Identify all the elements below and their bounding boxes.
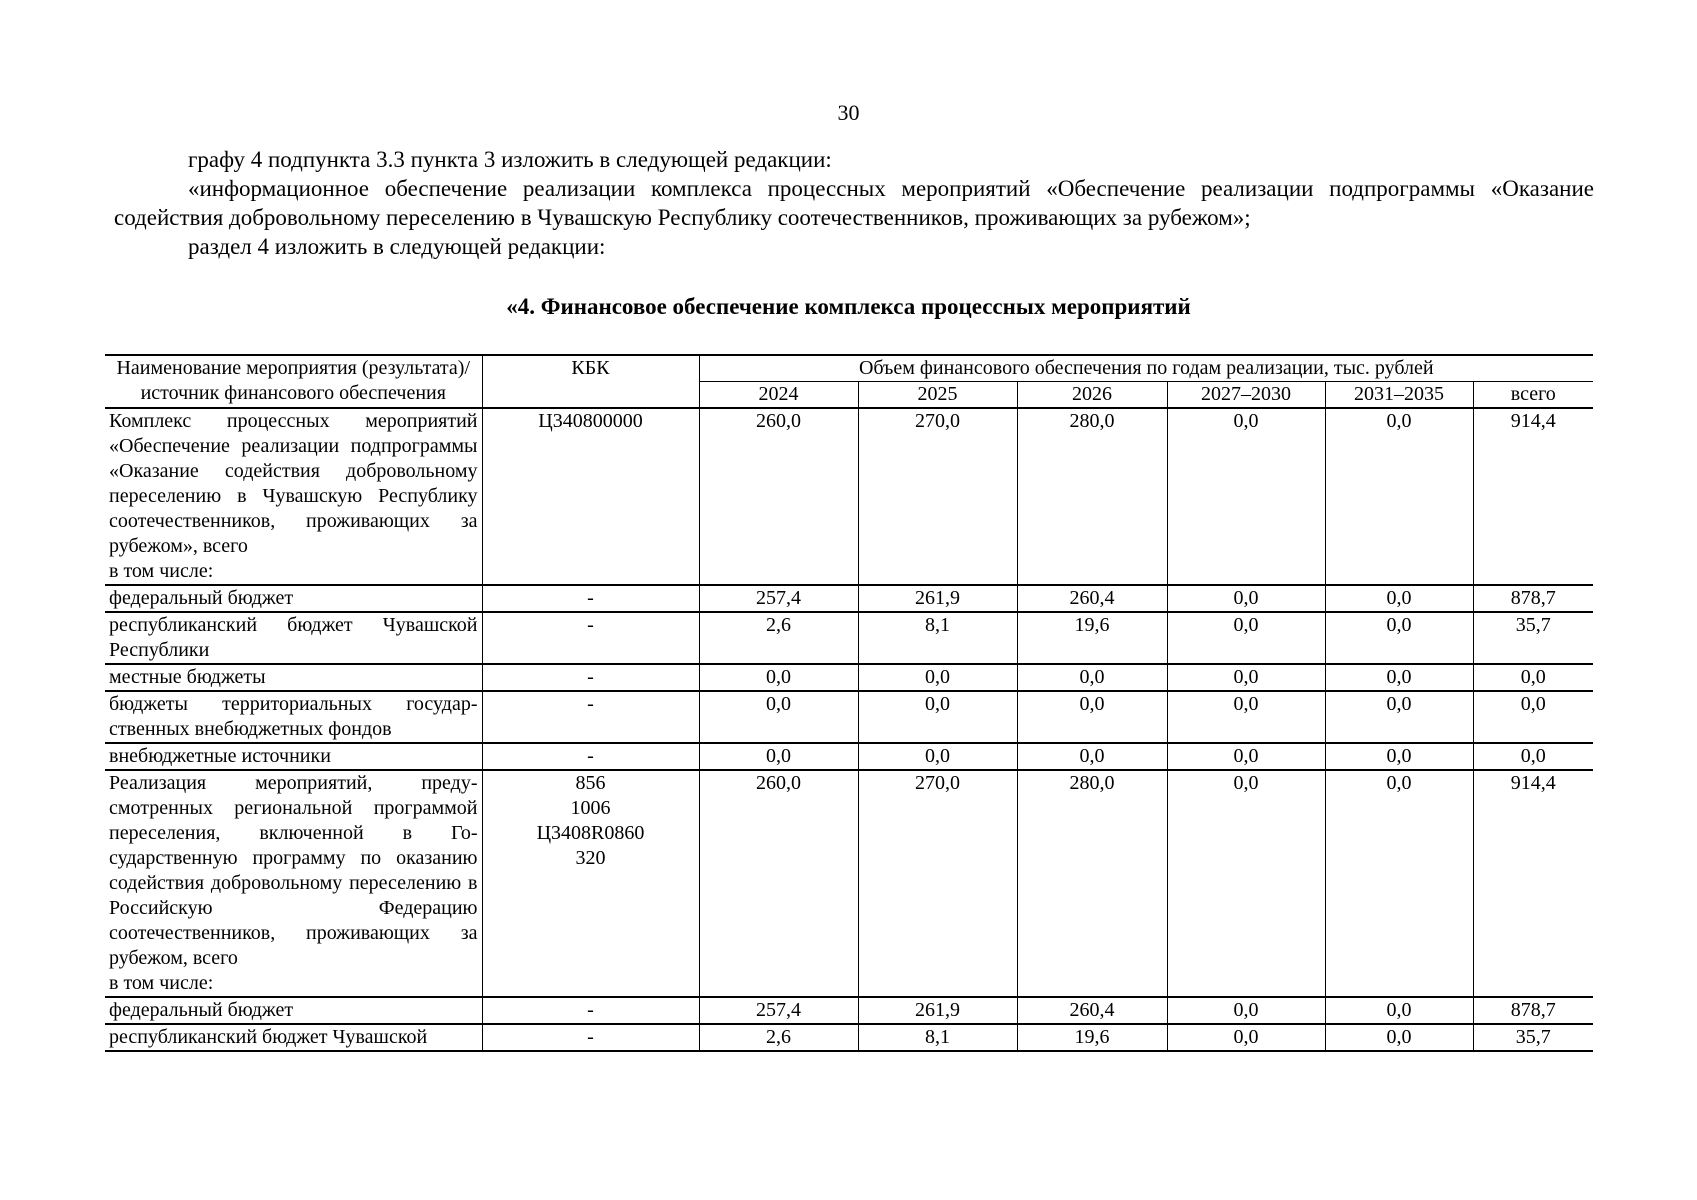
row-value-cell: 261,9 [858,997,1017,1024]
table-row [105,664,1593,691]
row-value-cell: 0,0 [1167,585,1325,612]
row-value-cell: 878,7 [1473,997,1593,1024]
row-kbk-cell: - [482,691,699,743]
row-kbk-cell: - [482,743,699,770]
row-name-cell [105,1024,482,1051]
table-body [105,408,1593,1051]
row-value-cell: 0,0 [1325,743,1473,770]
row-value-cell: 0,0 [1167,997,1325,1024]
table-row [105,691,1593,743]
row-value-cell: 260,0 [699,408,858,585]
row-name: федеральный бюджет [109,999,294,1021]
row-kbk-cell: - [482,585,699,612]
row-name: Реализация мероприятий, предусмотренных региональной программой переселения, включенной в Государственную программу по оказанию содействия добровольному переселению в Российскую Федерацию соотечественников, проживающих за рубежом, всего [109,772,478,969]
table-row [105,585,1593,612]
row-name-cell [105,408,482,585]
row-value-cell: 0,0 [1325,997,1473,1024]
table-row [105,997,1593,1024]
row-value-cell: 0,0 [699,743,858,770]
row-name: бюджеты территориальных государственных внебюджетных фондов [109,693,478,740]
row-value-cell: 0,0 [1167,743,1325,770]
row-value-cell: 260,4 [1017,997,1167,1024]
financing-table [105,354,1593,1052]
row-name: местные бюджеты [109,666,266,688]
row-value-cell: 270,0 [858,770,1017,997]
header-year-2031-2035: 2031–2035 [1325,382,1473,409]
row-name-cell [105,612,482,664]
row-value-cell: 0,0 [1167,770,1325,997]
header-year-2026: 2026 [1017,382,1167,409]
table-row [105,1024,1593,1051]
header-name: Наименование мероприятия (результата)/источник финансового обеспечения [105,355,482,408]
paragraph-2: «информационное обеспечение реализации комплекса процессных мероприятий «Обеспечение реализации подпрограммы «Оказание содействия добровольному переселению в Чувашскую Республику соотечественников, проживающих за рубежом»; [114,176,1594,230]
row-value-cell: 0,0 [1325,664,1473,691]
row-value-cell: 2,6 [699,1024,858,1051]
row-kbk-cell [482,770,699,997]
header-volume: Объем финансового обеспечения по годам реализации, тыс. рублей [699,355,1593,382]
row-value-cell: 0,0 [699,664,858,691]
header-total: всего [1473,382,1593,409]
row-name-cell [105,743,482,770]
row-value-cell: 0,0 [1473,691,1593,743]
row-value-cell: 914,4 [1473,770,1593,997]
table-row [105,770,1593,997]
row-value-cell: 0,0 [1325,1024,1473,1051]
row-value-cell: 270,0 [858,408,1017,585]
row-value-cell: 260,4 [1017,585,1167,612]
row-name: федеральный бюджет [109,587,294,609]
header-year-2024: 2024 [699,382,858,409]
row-value-cell: 257,4 [699,997,858,1024]
row-value-cell: 914,4 [1473,408,1593,585]
row-value-cell: 0,0 [858,743,1017,770]
row-kbk-cell: - [482,664,699,691]
row-name: республиканский бюджет Чувашской Республики [109,614,478,661]
row-value-cell: 8,1 [858,1024,1017,1051]
table-row [105,612,1593,664]
row-value-cell: 2,6 [699,612,858,664]
row-kbk-cell: - [482,1024,699,1051]
row-value-cell: 35,7 [1473,612,1593,664]
header-kbk: КБК [482,355,699,408]
row-name-cell [105,770,482,997]
header-year-2027-2030: 2027–2030 [1167,382,1325,409]
row-kbk-line: Ц3408R0860 [536,822,645,844]
paragraph-1: графу 4 подпункта 3.3 пункта 3 изложить в следующей редакции: [188,147,832,172]
section-title: «4. Финансовое обеспечение комплекса процессных мероприятий [506,294,1191,319]
row-name-cell [105,997,482,1024]
row-kbk-cell: Ц340800000 [482,408,699,585]
row-name: республиканский бюджет Чувашской [109,1026,428,1048]
row-value-cell: 0,0 [1017,691,1167,743]
row-value-cell: 0,0 [1325,691,1473,743]
row-kbk-cell: - [482,612,699,664]
row-name-suffix: в том числе: [109,972,214,994]
table-row [105,743,1593,770]
table-row [105,408,1593,585]
page-number: 30 [837,100,860,125]
row-kbk-line: 1006 [570,797,611,819]
row-name-cell [105,585,482,612]
row-value-cell: 0,0 [1325,585,1473,612]
row-name-suffix: в том числе: [109,560,214,582]
row-value-cell: 0,0 [1473,743,1593,770]
row-kbk-line: 320 [575,847,606,869]
row-value-cell: 0,0 [1167,408,1325,585]
row-value-cell: 19,6 [1017,612,1167,664]
row-value-cell: 0,0 [1167,1024,1325,1051]
row-value-cell: 260,0 [699,770,858,997]
row-name-cell [105,664,482,691]
row-value-cell: 0,0 [699,691,858,743]
row-value-cell: 0,0 [1167,612,1325,664]
row-value-cell: 0,0 [858,664,1017,691]
row-value-cell: 280,0 [1017,770,1167,997]
row-value-cell: 0,0 [858,691,1017,743]
row-value-cell: 19,6 [1017,1024,1167,1051]
row-name: внебюджетные источники [109,745,331,767]
row-value-cell: 0,0 [1167,691,1325,743]
row-value-cell: 8,1 [858,612,1017,664]
row-value-cell: 35,7 [1473,1024,1593,1051]
paragraph-3: раздел 4 изложить в следующей редакции: [188,234,606,259]
row-value-cell: 280,0 [1017,408,1167,585]
header-year-2025: 2025 [858,382,1017,409]
row-kbk-line: 856 [575,772,606,794]
row-value-cell: 257,4 [699,585,858,612]
row-value-cell: 0,0 [1473,664,1593,691]
row-value-cell: 878,7 [1473,585,1593,612]
row-value-cell: 261,9 [858,585,1017,612]
row-kbk-cell: - [482,997,699,1024]
row-value-cell: 0,0 [1017,743,1167,770]
row-name: Комплекс процессных мероприятий «Обеспечение реализации подпрограммы «Оказание содействия добровольному переселению в Чувашскую Республику соотечественников, проживающих за рубежом», всего [109,410,478,557]
row-value-cell: 0,0 [1325,612,1473,664]
row-name-cell [105,691,482,743]
row-value-cell: 0,0 [1325,408,1473,585]
row-value-cell: 0,0 [1017,664,1167,691]
row-value-cell: 0,0 [1325,770,1473,997]
row-value-cell: 0,0 [1167,664,1325,691]
